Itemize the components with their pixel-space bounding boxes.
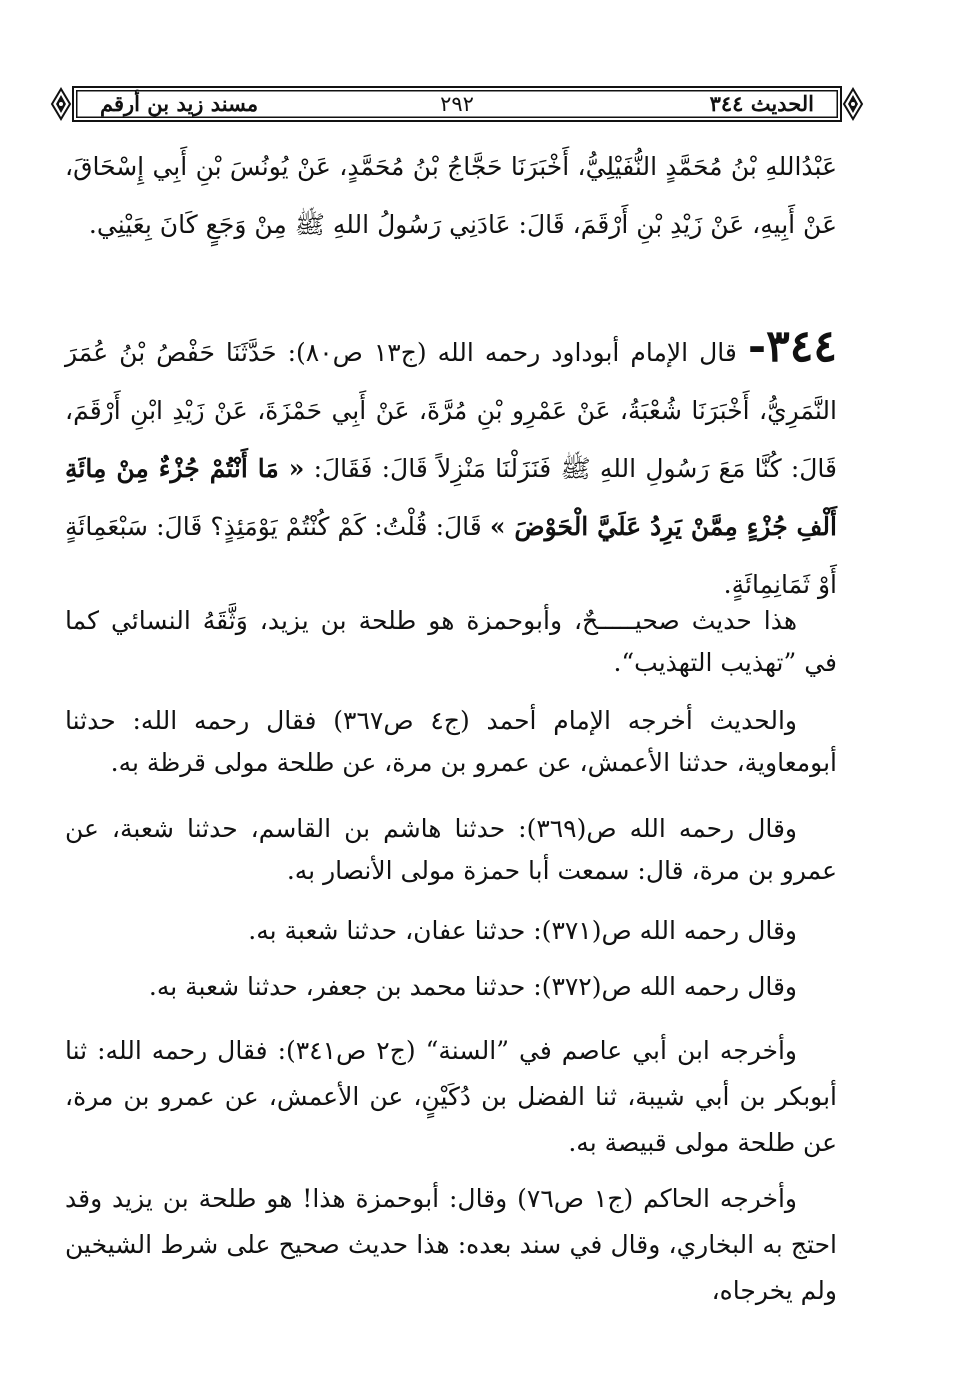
commentary-4 [65, 910, 837, 952]
hadith-number: ٣٤٤ [766, 321, 837, 372]
commentary-3-text: وقال رحمه الله ص(٣٦٩): حدثنا هاشم بن القاسم، حدثنا شعبة، عن عمرو بن مرة، قال: سمعت أبا حمزة مولى الأنصار به. [65, 814, 837, 885]
commentary-7-text: وأخرجه الحاكم (ج١ ص٧٦) وقال: أبوحمزة هذا! هو طلحة بن يزيد وقد احتج به البخاري، وقال في سند بعده: هذا حديث صحيح على شرط الشيخين ولم يخرجاه، [65, 1184, 837, 1305]
commentary-2 [65, 700, 837, 784]
hadith-quote: « مَا أَنْتُمْ جُزْءٌ مِنْ مِائَةِ أَلْفِ جُزْءٍ مِمَّنْ يَرِدُ عَلَيَّ الْحَوْضَ » [65, 454, 837, 541]
commentary-6 [65, 1028, 837, 1166]
running-header [52, 80, 862, 128]
commentary-2-text: والحديث أخرجه الإمام أحمد (ج٤ ص٣٦٧) فقال رحمه الله: حدثنا أبومعاوية، حدثنا الأعمش، عن عمرو بن مرة، عن طلحة مولى قرظة به. [65, 706, 837, 777]
commentary-5-text: وقال رحمه الله ص(٣٧٢): حدثنا محمد بن جعفر، حدثنا شعبة به. [148, 972, 797, 1001]
header-book-title: مسند زيد بن أرقم [100, 91, 259, 116]
hadith-intro: قال الإمام أبوداود رحمه الله (ج١٣ ص٨٠): حَدَّثَنَا حَفْصُ بْنُ عُمَرَ النَّمَرِيُّ، أَخْبَرَنَا شُعْبَةُ، عَنْ عَمْرِو بْنِ مُرَّةَ، عَنْ أَبِي حَمْزَةَ، عَنْ زَيْدِ ابْنِ أَرْقَمَ، قَالَ: كُنَّا مَعَ رَسُولِ اللهِ ﷺ فَنَزَلْنَا مَنْزِلاً قَالَ: فَقَالَ: [65, 338, 837, 483]
hadith-outro: قَالَ: قُلْتُ: كَمْ كُنْتُمْ يَوْمَئِذٍ؟ قَالَ: سَبْعَمِائَةٍ أَوْ ثَمَانِمِائَةٍ. [65, 512, 837, 599]
commentary-4-text: وقال رحمه الله ص(٣٧١): حدثنا عفان، حدثنا شعبة به. [248, 916, 797, 945]
hadith-344 [65, 318, 837, 614]
commentary-3 [65, 808, 837, 892]
header-hadith-title: الحديث ٣٤٤ [709, 91, 814, 116]
page-number: ٢٩٢ [440, 92, 474, 116]
continued-paragraph: عَبْدُاللهِ بْنُ مُحَمَّدٍ النُّفَيْلِيُّ، أَخْبَرَنَا حَجَّاجُ بْنُ مُحَمَّدٍ، عَنْ يُونُسَ بْنِ أَبِي إِسْحَاقَ، عَنْ أَبِيهِ، عَنْ زَيْدِ بْنِ أَرْقَمَ، قَالَ: عَادَنِي رَسُولُ اللهِ ﷺ مِنْ وَجَعٍ كَانَ بِعَيْنِي. [65, 152, 837, 239]
commentary-1-text: هذا حديث صحيـــــحٌ، وأبوحمزة هو طلحة بن يزيد، وَثَّقَهُ النسائي كما في ”تهذيب التهذيب“. [65, 606, 837, 677]
hadith-dash: - [747, 321, 767, 372]
commentary-1 [65, 600, 837, 684]
commentary-7 [65, 1176, 837, 1314]
commentary-5 [65, 966, 837, 1008]
commentary-6-text: وأخرجه ابن أبي عاصم في ”السنة“ (ج٢ ص٣٤١): فقال رحمه الله: ثنا أبوبكر بن أبي شيبة، ثنا الفضل بن دُكَيْنٍ، عن الأعمش، عن عمرو بن مرة، عن طلحة مولى قبيصة به. [65, 1036, 837, 1157]
